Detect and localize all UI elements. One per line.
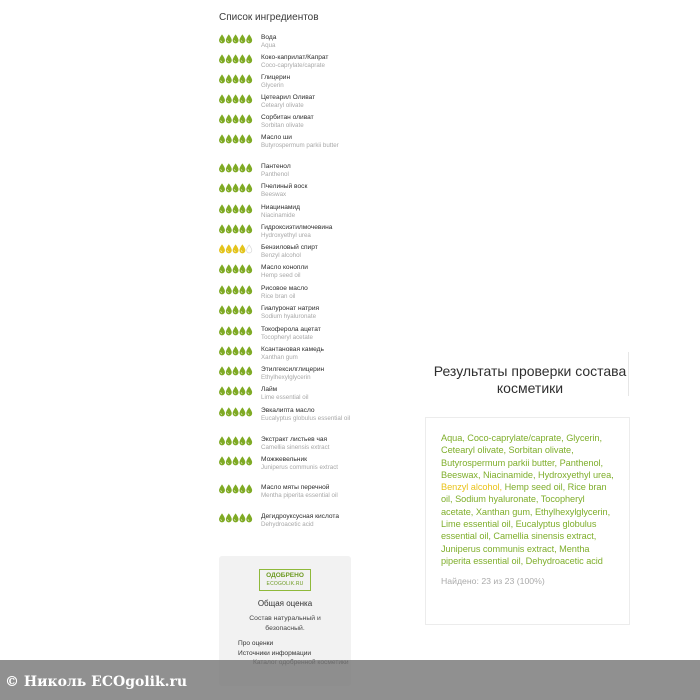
ingredient-item — [219, 484, 354, 500]
drop-icon — [240, 225, 245, 233]
drop-icon — [219, 164, 224, 172]
drop-icon — [233, 286, 238, 294]
result-separator: , — [599, 433, 602, 443]
drop-icon — [226, 184, 231, 192]
drop-icon — [247, 205, 252, 213]
ingredient-name: Дегидроуксусная кислота — [261, 513, 340, 520]
drop-rating-icon — [219, 244, 253, 254]
drop-rating-icon — [219, 305, 253, 315]
drop-icon — [219, 286, 224, 294]
ingredient-name: Экстракт листьев чая — [261, 436, 328, 443]
watermark-text: © Николь ECOgolik.ru — [5, 674, 188, 690]
approved-badge-icon — [259, 569, 311, 591]
drop-icon — [219, 327, 224, 335]
drop-icon — [233, 115, 238, 123]
drop-icon — [247, 115, 252, 123]
drop-icon — [226, 485, 231, 493]
ingredient-name: Гиалуронат натрия — [261, 305, 320, 312]
drop-icon — [219, 485, 224, 493]
result-ingredient: Camellia sinensis extract — [493, 531, 594, 542]
drop-icon — [233, 387, 238, 395]
ingredient-latin-name: Camellia sinensis extract — [261, 444, 330, 451]
drop-icon — [226, 225, 231, 233]
ingredient-latin-name: Eucalyptus globulus essential oil — [261, 415, 351, 422]
drop-icon — [247, 514, 252, 522]
drop-icon — [233, 245, 238, 253]
drop-icon — [247, 408, 252, 416]
ingredient-latin-name: Cetearyl olivate — [261, 102, 304, 109]
drop-icon — [219, 95, 224, 103]
drop-icon — [233, 135, 238, 143]
ingredient-item — [219, 346, 354, 362]
drop-icon — [240, 205, 245, 213]
ingredient-name: Этилгексилглицерин — [261, 366, 325, 373]
drop-rating-icon — [219, 366, 253, 376]
result-separator: , — [462, 433, 468, 443]
ingredient-item — [219, 34, 354, 50]
drop-rating-icon — [219, 264, 253, 274]
ingredient-item — [219, 224, 354, 240]
ingredient-item — [219, 163, 354, 179]
result-ingredient: Xanthan gum — [475, 506, 530, 517]
ingredient-latin-name: Ethylhexylglycerin — [261, 374, 311, 381]
results-panel — [425, 350, 630, 625]
ingredient-latin-name: Mentha piperita essential oil — [261, 492, 338, 499]
result-ingredient: Dehydroacetic acid — [525, 555, 603, 566]
drop-icon — [233, 347, 238, 355]
drop-icon — [219, 387, 224, 395]
results-ingredient-list — [441, 432, 617, 567]
result-separator: , — [529, 506, 535, 517]
result-ingredient: Beeswax — [441, 469, 478, 480]
ingredient-name: Гидроксиэтилмочевина — [261, 224, 333, 231]
drop-icon — [247, 306, 252, 314]
drop-icon — [219, 245, 224, 253]
link-sources[interactable]: Источники информации — [238, 650, 312, 657]
badge-line1: ОДОБРЕНО — [266, 572, 304, 579]
drop-icon — [240, 265, 245, 273]
drop-icon — [247, 225, 252, 233]
result-ingredient: Sorbitan olivate — [508, 445, 572, 456]
drop-icon — [219, 55, 224, 63]
result-ingredient: Cetearyl olivate — [441, 445, 504, 456]
drop-icon — [219, 35, 224, 43]
ingredient-item — [219, 285, 354, 301]
drop-icon — [247, 35, 252, 43]
result-ingredient: Niacinamide — [482, 469, 533, 480]
result-separator: , — [593, 531, 597, 542]
result-separator: , — [450, 494, 456, 505]
ingredient-item — [219, 513, 354, 529]
drop-icon — [226, 408, 231, 416]
drop-rating-icon — [219, 134, 253, 144]
drop-icon — [240, 408, 245, 416]
results-box — [425, 417, 630, 625]
drop-rating-icon — [219, 163, 253, 173]
drop-rating-icon — [219, 513, 253, 523]
ingredient-name: Сорбитан оливат — [261, 114, 314, 121]
ingredient-name: Эвкалипта масло — [261, 407, 315, 414]
link-about-ratings[interactable]: Про оценки — [238, 640, 274, 647]
drop-icon — [240, 457, 245, 465]
ingredient-item — [219, 54, 354, 70]
drop-icon — [247, 485, 252, 493]
ingredient-latin-name: Xanthan gum — [261, 354, 298, 361]
drop-icon — [240, 35, 245, 43]
drop-icon — [233, 184, 238, 192]
result-separator: , — [510, 519, 516, 530]
drop-icon — [233, 265, 238, 273]
result-ingredient: Benzyl alcohol — [441, 482, 500, 493]
ingredient-latin-name: Benzyl alcohol — [261, 252, 301, 259]
drop-icon — [226, 55, 231, 63]
drop-icon — [219, 184, 224, 192]
ingredient-name: Масло ши — [261, 134, 292, 141]
result-separator: , — [562, 482, 568, 493]
drop-icon — [219, 75, 224, 83]
drop-rating-icon — [219, 386, 253, 396]
drop-rating-icon — [219, 94, 253, 104]
result-separator: , — [470, 506, 476, 517]
ingredients-list — [219, 34, 354, 554]
result-ingredient: Mentha piperita essential oil — [441, 543, 590, 566]
verdict-text: Состав натуральный и безопасный. — [249, 615, 321, 632]
drop-icon — [240, 367, 245, 375]
result-ingredient: Tocopheryl acetate — [441, 494, 585, 517]
ingredient-item — [219, 94, 354, 110]
drop-icon — [226, 115, 231, 123]
drop-icon — [226, 265, 231, 273]
drop-icon — [226, 35, 231, 43]
drop-icon — [247, 437, 252, 445]
drop-icon — [247, 135, 252, 143]
ingredient-item — [219, 305, 354, 321]
ingredient-item — [219, 326, 354, 342]
drop-icon — [240, 485, 245, 493]
drop-icon — [226, 327, 231, 335]
ingredient-name: Лайм — [261, 386, 278, 393]
ingredient-latin-name: Juniperus communis extract — [261, 464, 339, 471]
drop-icon — [219, 225, 224, 233]
ingredient-latin-name: Beeswax — [261, 191, 287, 198]
drop-icon — [233, 205, 238, 213]
drop-icon — [247, 55, 252, 63]
ingredient-item — [219, 366, 354, 382]
drop-icon — [240, 115, 245, 123]
ingredient-name: Бензиловый спирт — [261, 244, 318, 251]
result-separator: , — [554, 457, 560, 468]
result-ingredient: Juniperus communis extract — [441, 543, 555, 554]
drop-icon — [219, 135, 224, 143]
ingredient-item — [219, 134, 354, 150]
drop-rating-icon — [219, 204, 253, 214]
drop-icon — [226, 164, 231, 172]
ingredient-name: Пчелиный воск — [261, 183, 308, 190]
drop-icon — [226, 286, 231, 294]
drop-icon — [240, 514, 245, 522]
drop-icon — [240, 55, 245, 63]
drop-icon — [240, 135, 245, 143]
drop-rating-icon — [219, 183, 253, 193]
result-separator: , — [611, 469, 614, 480]
ingredients-list-title: Список ингредиентов — [219, 12, 319, 23]
ingredients-column — [219, 12, 354, 554]
ingredient-item — [219, 407, 354, 423]
ingredient-latin-name: Dehydroacetic acid — [261, 521, 314, 528]
result-separator: , — [532, 469, 538, 480]
drop-icon — [233, 485, 238, 493]
drop-icon — [233, 457, 238, 465]
result-separator: , — [571, 445, 574, 456]
ingredient-item — [219, 456, 354, 472]
ingredient-item — [219, 244, 354, 260]
ingredient-latin-name: Tocopheryl acetate — [261, 334, 313, 341]
ingredient-name: Вода — [261, 34, 277, 41]
ingredient-name: Глицерин — [261, 74, 291, 81]
drop-icon — [247, 184, 252, 192]
drop-icon — [240, 347, 245, 355]
drop-icon — [240, 95, 245, 103]
drop-icon — [240, 75, 245, 83]
drop-icon — [219, 514, 224, 522]
result-separator: , — [488, 531, 494, 542]
drop-icon — [233, 367, 238, 375]
ingredient-latin-name: Sodium hyaluronate — [261, 313, 317, 320]
drop-icon — [226, 457, 231, 465]
drop-icon — [226, 135, 231, 143]
ingredient-name: Можжевельник — [261, 456, 308, 463]
drop-icon — [240, 164, 245, 172]
drop-rating-icon — [219, 74, 253, 84]
result-separator: , — [607, 506, 611, 517]
drop-icon — [219, 115, 224, 123]
drop-icon — [219, 437, 224, 445]
drop-icon — [226, 245, 231, 253]
ingredient-name: Масло мяты перечной — [261, 484, 330, 491]
ingredient-item — [219, 386, 354, 402]
result-ingredient: Hydroxyethyl urea — [537, 469, 612, 480]
result-ingredient: Panthenol — [559, 457, 601, 468]
result-ingredient: Aqua — [441, 433, 463, 443]
result-separator: , — [554, 543, 560, 554]
drop-rating-icon — [219, 436, 253, 446]
drop-icon — [233, 75, 238, 83]
result-ingredient: Rice bran oil — [441, 482, 607, 505]
ingredient-latin-name: Butyrospermum parkii butter — [261, 142, 339, 149]
drop-icon — [219, 205, 224, 213]
drop-rating-icon — [219, 54, 253, 64]
drop-icon — [240, 184, 245, 192]
drop-icon — [226, 95, 231, 103]
drop-icon — [219, 347, 224, 355]
ingredient-item — [219, 436, 354, 452]
drop-icon — [226, 306, 231, 314]
drop-icon — [247, 245, 252, 253]
result-ingredient: Glycerin — [566, 433, 600, 443]
ingredient-name: Масло конопли — [261, 264, 308, 271]
results-title: Результаты проверки состава косметики — [433, 363, 627, 396]
drop-rating-icon — [219, 326, 253, 336]
drop-icon — [226, 205, 231, 213]
ingredient-latin-name: Glycerin — [261, 82, 284, 89]
result-separator: , — [600, 457, 604, 468]
drop-icon — [247, 347, 252, 355]
result-ingredient: Eucalyptus globulus essential oil — [441, 519, 597, 542]
drop-icon — [240, 286, 245, 294]
drop-rating-icon — [219, 346, 253, 356]
drop-icon — [247, 327, 252, 335]
result-ingredient: Butyrospermum parkii butter — [441, 457, 555, 468]
drop-icon — [247, 75, 252, 83]
drop-icon — [247, 164, 252, 172]
drop-icon — [233, 35, 238, 43]
ingredient-name: Пантенол — [261, 163, 291, 170]
ingredient-item — [219, 114, 354, 130]
drop-icon — [247, 286, 252, 294]
drop-icon — [219, 408, 224, 416]
ingredient-name: Ниацинамид — [261, 204, 300, 211]
drop-icon — [233, 306, 238, 314]
drop-icon — [233, 514, 238, 522]
drop-icon — [247, 367, 252, 375]
drop-icon — [226, 437, 231, 445]
ingredient-name: Рисовое масло — [261, 285, 308, 292]
drop-icon — [240, 245, 245, 253]
badge-line2: ECOGOLIK.RU — [266, 581, 304, 587]
drop-rating-icon — [219, 456, 253, 466]
drop-rating-icon — [219, 484, 253, 494]
drop-icon — [219, 306, 224, 314]
ingredient-latin-name: Coco-caprylate/caprate — [261, 62, 325, 69]
ingredient-latin-name: Hydroxyethyl urea — [261, 232, 311, 239]
ingredient-latin-name: Niacinamide — [261, 212, 296, 219]
drop-icon — [226, 75, 231, 83]
result-ingredient: Hemp seed oil — [504, 482, 563, 493]
drop-rating-icon — [219, 407, 253, 417]
drop-icon — [247, 95, 252, 103]
result-ingredient: Coco-caprylate/caprate — [467, 433, 562, 443]
result-ingredient: Sodium hyaluronate — [455, 494, 536, 505]
result-ingredient: Lime essential oil — [441, 519, 511, 530]
overall-rating-label: Общая оценка — [257, 599, 313, 608]
drop-icon — [233, 95, 238, 103]
drop-icon — [247, 387, 252, 395]
ingredient-latin-name: Hemp seed oil — [261, 272, 301, 279]
ingredient-item — [219, 264, 354, 280]
ingredient-latin-name: Sorbitan olivate — [261, 122, 304, 129]
ingredient-item — [219, 204, 354, 220]
drop-icon — [233, 55, 238, 63]
drop-icon — [233, 164, 238, 172]
drop-icon — [226, 387, 231, 395]
ingredient-latin-name: Aqua — [261, 42, 276, 49]
drop-icon — [219, 367, 224, 375]
drop-icon — [240, 306, 245, 314]
result-separator: , — [535, 494, 541, 505]
result-separator: , — [561, 433, 567, 443]
drop-icon — [240, 327, 245, 335]
result-ingredient: Ethylhexylglycerin — [534, 506, 608, 517]
ingredient-name: Цетеарил Оливат — [261, 94, 316, 101]
ingredient-name: Коко-каприлат/Капрат — [261, 54, 329, 61]
result-separator: , — [520, 555, 526, 566]
result-separator: , — [499, 482, 505, 493]
drop-icon — [247, 457, 252, 465]
ingredient-item — [219, 183, 354, 199]
found-count: Найдено: 23 из 23 (100%) — [441, 576, 545, 587]
drop-icon — [247, 265, 252, 273]
ingredient-latin-name: Rice bran oil — [261, 293, 296, 300]
drop-rating-icon — [219, 114, 253, 124]
drop-icon — [219, 265, 224, 273]
drop-rating-icon — [219, 285, 253, 295]
watermark-bar — [0, 660, 700, 700]
drop-icon — [226, 514, 231, 522]
ingredient-name: Ксантановая камедь — [261, 346, 324, 353]
drop-icon — [226, 367, 231, 375]
drop-icon — [219, 457, 224, 465]
ingredient-name: Токоферола ацетат — [261, 326, 321, 333]
ingredient-latin-name: Lime essential oil — [261, 394, 309, 401]
result-separator: , — [503, 445, 509, 456]
drop-icon — [226, 347, 231, 355]
ingredient-item — [219, 74, 354, 90]
drop-icon — [233, 225, 238, 233]
drop-icon — [233, 408, 238, 416]
drop-icon — [233, 437, 238, 445]
drop-rating-icon — [219, 34, 253, 44]
drop-rating-icon — [219, 224, 253, 234]
drop-icon — [240, 437, 245, 445]
result-separator: , — [477, 469, 483, 480]
drop-icon — [240, 387, 245, 395]
ingredient-latin-name: Panthenol — [261, 171, 289, 178]
drop-icon — [233, 327, 238, 335]
